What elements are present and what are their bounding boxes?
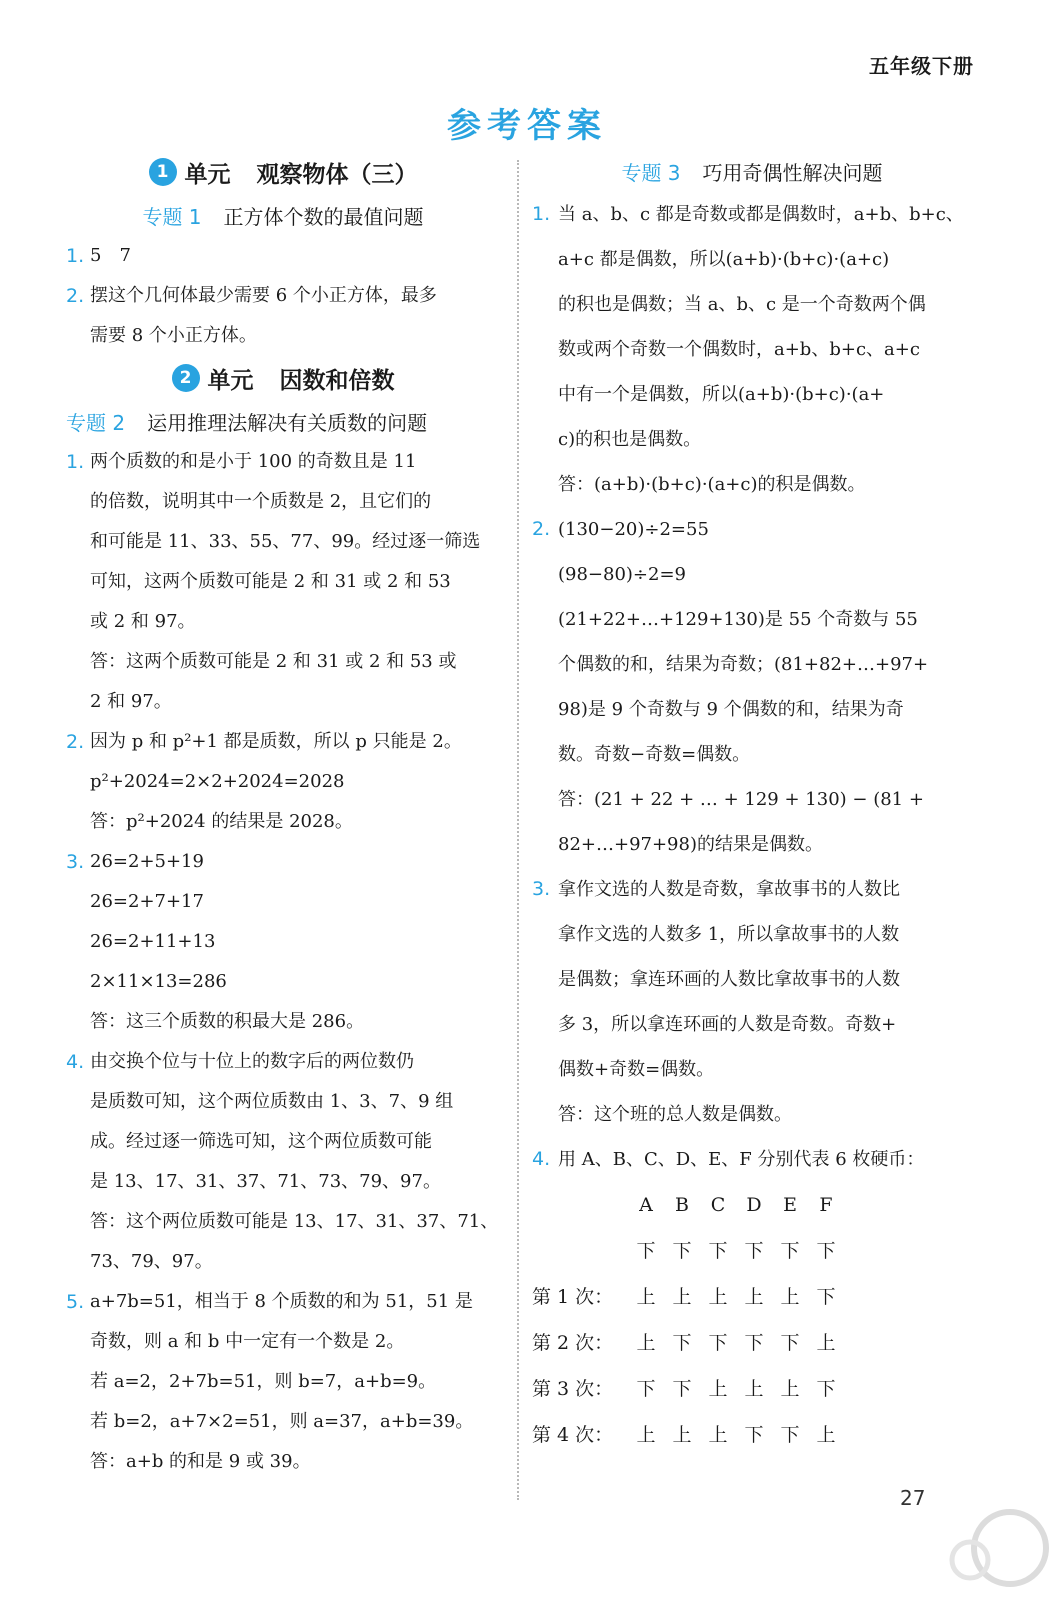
answer-text: 个偶数的和，结果为奇数；(81+82+…+97+ [558, 654, 929, 675]
topic-title: 运用推理法解决有关质数的问题 [147, 410, 428, 435]
coin-row [532, 1274, 972, 1320]
coin-letter: E [783, 1194, 797, 1216]
answer-line [532, 372, 972, 417]
answer-text: c)的积也是偶数。 [558, 429, 702, 450]
question-number: 1. [66, 451, 85, 473]
answer-text: 是质数可知，这个两位质数由 1、3、7、9 组 [90, 1091, 454, 1112]
answer-line [532, 1137, 972, 1182]
column-divider [517, 160, 519, 1500]
coin-state: 下 [636, 1240, 656, 1262]
answer-text: (21+22+…+129+130)是 55 个奇数与 55 [558, 609, 918, 630]
answer-text: 26=2+11+13 [90, 931, 216, 952]
question-number [66, 1202, 90, 1242]
question-number [66, 482, 90, 522]
answer-line [66, 1282, 500, 1322]
answer-line [66, 482, 500, 522]
question-number [532, 552, 558, 597]
grade-label: 五年级下册 [869, 54, 974, 78]
coin-state: 下 [780, 1332, 800, 1354]
question-number [66, 562, 90, 602]
question-number [66, 682, 90, 722]
question-number: 1. [532, 203, 551, 225]
answer-line [66, 276, 500, 316]
answer-text: 或 2 和 97。 [90, 611, 196, 632]
answer-line [532, 327, 972, 372]
question-number [532, 957, 558, 1002]
answer-text: 答：这个班的总人数是偶数。 [558, 1104, 792, 1125]
coin-state: 上 [780, 1286, 800, 1308]
answer-line [532, 192, 972, 237]
question-number [66, 1082, 90, 1122]
topic-3-heading [532, 150, 972, 192]
answer-text: 答：a+b 的和是 9 或 39。 [90, 1451, 311, 1472]
topic-1-answers [66, 236, 500, 356]
question-number [532, 372, 558, 417]
question-number [532, 732, 558, 777]
question-number: 2. [66, 285, 85, 307]
answer-line [66, 922, 500, 962]
answer-text: 82+…+97+98)的结果是偶数。 [558, 834, 823, 855]
answer-text: 5 7 [90, 245, 131, 266]
unit-number-badge: 2 [172, 364, 200, 392]
question-number: 2. [66, 731, 85, 753]
answer-line [532, 822, 972, 867]
answer-line [66, 1162, 500, 1202]
coin-state: 下 [672, 1332, 692, 1354]
answer-text: 拿作文选的人数多 1，所以拿故事书的人数 [558, 924, 900, 945]
coin-state: 上 [636, 1286, 656, 1308]
answer-text: a+c 都是偶数，所以(a+b)·(b+c)·(a+c) [558, 249, 890, 270]
answer-line [66, 442, 500, 482]
unit-word: 单元 [184, 161, 231, 188]
coin-state: 下 [708, 1332, 728, 1354]
answer-line [532, 597, 972, 642]
coin-state: 下 [744, 1240, 764, 1262]
answer-line [532, 507, 972, 552]
coin-row-label: 第 4 次： [532, 1424, 614, 1446]
coin-state: 上 [708, 1424, 728, 1446]
page-title: 参考答案 [447, 106, 607, 146]
page-number: 27 [900, 1486, 926, 1510]
answer-line [532, 687, 972, 732]
answer-line [532, 1002, 972, 1047]
question-number [66, 922, 90, 962]
coin-state: 上 [636, 1332, 656, 1354]
coin-state: 上 [672, 1286, 692, 1308]
answer-text: 两个质数的和是小于 100 的奇数且是 11 [90, 451, 417, 472]
question-number [66, 1162, 90, 1202]
answer-line [66, 1322, 500, 1362]
answer-text: 答：这三个质数的积最大是 286。 [90, 1011, 365, 1032]
coin-row-label [532, 1228, 628, 1274]
answer-text: 答：这两个质数可能是 2 和 31 或 2 和 53 或 [90, 651, 457, 672]
question-number [532, 1092, 558, 1137]
answer-line [66, 882, 500, 922]
answer-text: 73、79、97。 [90, 1251, 213, 1272]
answer-line [532, 462, 972, 507]
question-number [532, 912, 558, 957]
coin-state: 上 [744, 1286, 764, 1308]
unit-title: 观察物体（三） [256, 161, 418, 188]
answer-line [66, 1002, 500, 1042]
question-number [66, 316, 90, 356]
answer-line [66, 682, 500, 722]
answer-line [532, 417, 972, 462]
question-number: 4. [532, 1148, 551, 1170]
coin-state: 下 [744, 1332, 764, 1354]
answer-line [66, 522, 500, 562]
question-number [66, 1442, 90, 1482]
question-number [532, 1047, 558, 1092]
coin-state: 下 [816, 1286, 836, 1308]
right-column [532, 150, 972, 1458]
answer-line [66, 602, 500, 642]
answer-text: 可知，这两个质数可能是 2 和 31 或 2 和 53 [90, 571, 451, 592]
answer-text: 的积也是偶数；当 a、b、c 是一个奇数两个偶 [558, 294, 926, 315]
answer-text: 偶数+奇数=偶数。 [558, 1059, 715, 1080]
answer-text: 若 b=2，a+7×2=51，则 a=37，a+b=39。 [90, 1411, 474, 1432]
question-number: 1. [66, 245, 85, 267]
answer-line [66, 1242, 500, 1282]
answer-text: p²+2024=2×2+2024=2028 [90, 771, 345, 792]
answer-line [532, 1092, 972, 1137]
question-number: 3. [66, 851, 85, 873]
question-number: 2. [532, 518, 551, 540]
answer-line [66, 1082, 500, 1122]
answer-text: 答：(a+b)·(b+c)·(a+c)的积是偶数。 [558, 474, 866, 495]
answer-line [66, 1122, 500, 1162]
answer-text: 2×11×13=286 [90, 971, 227, 992]
answer-line [66, 316, 500, 356]
answer-text: 数。奇数−奇数=偶数。 [558, 744, 751, 765]
coin-state: 下 [816, 1378, 836, 1400]
topic-label: 专题 2 [66, 410, 126, 435]
answer-text: 答：(21 + 22 + … + 129 + 130) − (81 + [558, 789, 924, 810]
answer-line [66, 842, 500, 882]
answer-text: 和可能是 11、33、55、77、99。经过逐一筛选 [90, 531, 481, 552]
coin-state: 下 [672, 1240, 692, 1262]
answer-text: 用 A、B、C、D、E、F 分别代表 6 枚硬币： [558, 1149, 925, 1170]
coin-state: 下 [816, 1240, 836, 1262]
answer-line [66, 642, 500, 682]
answer-line [66, 1202, 500, 1242]
answer-line [532, 282, 972, 327]
question-number [532, 237, 558, 282]
question-number [66, 522, 90, 562]
answer-line [532, 1047, 972, 1092]
coin-row-label: 第 3 次： [532, 1378, 614, 1400]
question-number [532, 777, 558, 822]
answer-text: 拿作文选的人数是奇数，拿故事书的人数比 [558, 879, 900, 900]
question-number [532, 822, 558, 867]
answer-line [532, 957, 972, 1002]
answer-line [532, 912, 972, 957]
question-number [532, 417, 558, 462]
question-number [66, 1362, 90, 1402]
question-number [532, 597, 558, 642]
answer-text: (98−80)÷2=9 [558, 564, 687, 585]
answer-text: (130−20)÷2=55 [558, 519, 709, 540]
coin-state: 下 [780, 1424, 800, 1446]
answer-text: 因为 p 和 p²+1 都是质数，所以 p 只能是 2。 [90, 731, 462, 752]
answer-text: 答：p²+2024 的结果是 2028。 [90, 811, 353, 832]
coin-state: 上 [672, 1424, 692, 1446]
coin-letter: D [746, 1194, 762, 1216]
topic-label: 专题 3 [621, 160, 681, 185]
answer-text: 的倍数，说明其中一个质数是 2，且它们的 [90, 491, 432, 512]
question-number: 5. [66, 1291, 85, 1313]
coin-row [532, 1228, 972, 1274]
answer-line [66, 1442, 500, 1482]
answer-line [532, 777, 972, 822]
unit-title: 因数和倍数 [279, 367, 395, 394]
question-number [66, 882, 90, 922]
coin-table [532, 1182, 972, 1458]
answer-text: 成。经过逐一筛选可知，这个两位质数可能 [90, 1131, 432, 1152]
question-number [66, 802, 90, 842]
answer-text: 奇数，则 a 和 b 中一定有一个数是 2。 [90, 1331, 405, 1352]
answer-text: 中有一个是偶数，所以(a+b)·(b+c)·(a+ [558, 384, 885, 405]
answer-line [532, 867, 972, 912]
question-number [66, 1242, 90, 1282]
watermark-logo [940, 1478, 1050, 1588]
topic-3-answers [532, 192, 972, 1182]
answer-text: 当 a、b、c 都是奇数或都是偶数时，a+b、b+c、 [558, 204, 964, 225]
question-number [66, 1122, 90, 1162]
question-number [532, 642, 558, 687]
answer-line [66, 962, 500, 1002]
question-number [532, 462, 558, 507]
topic-title: 巧用奇偶性解决问题 [702, 160, 883, 185]
question-number [66, 642, 90, 682]
topic-label: 专题 1 [142, 204, 202, 229]
answer-line [66, 722, 500, 762]
question-number [66, 1002, 90, 1042]
coin-row-label: 第 1 次： [532, 1286, 614, 1308]
coin-state: 上 [708, 1286, 728, 1308]
coin-state: 下 [744, 1424, 764, 1446]
answer-line [532, 552, 972, 597]
answer-line [66, 1362, 500, 1402]
unit-number-badge: 1 [149, 158, 177, 186]
unit-1-heading [66, 150, 500, 194]
topic-2-heading [66, 400, 500, 442]
answer-line [532, 732, 972, 777]
answer-line [66, 562, 500, 602]
unit-2-heading [66, 356, 500, 400]
answer-text: 需要 8 个小正方体。 [90, 325, 257, 346]
coin-row [532, 1366, 972, 1412]
coin-state: 上 [636, 1424, 656, 1446]
coin-state: 上 [816, 1332, 836, 1354]
answer-line [66, 802, 500, 842]
answer-text: 多 3，所以拿连环画的人数是奇数。奇数+ [558, 1014, 897, 1035]
coin-letter: C [710, 1194, 726, 1216]
coin-row [532, 1320, 972, 1366]
answer-text: 答：这个两位质数可能是 13、17、31、37、71、 [90, 1211, 499, 1232]
question-number: 4. [66, 1051, 85, 1073]
question-number [66, 962, 90, 1002]
coin-state: 下 [708, 1240, 728, 1262]
coin-row-label [532, 1182, 628, 1228]
answer-line [66, 762, 500, 802]
coin-state: 上 [816, 1424, 836, 1446]
question-number [66, 1322, 90, 1362]
question-number [532, 1002, 558, 1047]
coin-header-row [532, 1182, 972, 1228]
topic-title: 正方体个数的最值问题 [223, 204, 424, 229]
topic-1-heading [66, 194, 500, 236]
answer-line [66, 1402, 500, 1442]
answer-text: 由交换个位与十位上的数字后的两位数仍 [90, 1051, 414, 1072]
answer-text: 若 a=2，2+7b=51，则 b=7，a+b=9。 [90, 1371, 437, 1392]
left-column [66, 150, 500, 1482]
answer-text: 26=2+7+17 [90, 891, 204, 912]
answer-text: 是 13、17、31、37、71、73、79、97。 [90, 1171, 441, 1192]
coin-state: 上 [780, 1378, 800, 1400]
answer-text: 26=2+5+19 [90, 851, 204, 872]
answer-text: 98)是 9 个奇数与 9 个偶数的和，结果为奇 [558, 699, 904, 720]
coin-letter: A [639, 1194, 653, 1216]
coin-state: 下 [636, 1378, 656, 1400]
answer-text: 2 和 97。 [90, 691, 172, 712]
topic-2-answers [66, 442, 500, 1482]
coin-state: 上 [744, 1378, 764, 1400]
answer-text: 摆这个几何体最少需要 6 个小正方体，最多 [90, 285, 437, 306]
answer-line [532, 237, 972, 282]
question-number [532, 687, 558, 732]
question-number: 3. [532, 878, 551, 900]
coin-state: 下 [672, 1378, 692, 1400]
answer-text: 数或两个奇数一个偶数时，a+b、b+c、a+c [558, 339, 920, 360]
coin-row [532, 1412, 972, 1458]
question-number [532, 327, 558, 372]
question-number [66, 762, 90, 802]
coin-row-label: 第 2 次： [532, 1332, 614, 1354]
answer-text: 是偶数；拿连环画的人数比拿故事书的人数 [558, 969, 900, 990]
unit-word: 单元 [207, 367, 254, 394]
coin-letter: F [819, 1194, 833, 1216]
question-number [532, 282, 558, 327]
coin-state: 下 [780, 1240, 800, 1262]
answer-line [532, 642, 972, 687]
answer-line [66, 236, 500, 276]
coin-letter: B [675, 1194, 689, 1216]
answer-line [66, 1042, 500, 1082]
question-number [66, 1402, 90, 1442]
coin-state: 上 [708, 1378, 728, 1400]
answer-text: a+7b=51，相当于 8 个质数的和为 51，51 是 [90, 1291, 473, 1312]
question-number [66, 602, 90, 642]
